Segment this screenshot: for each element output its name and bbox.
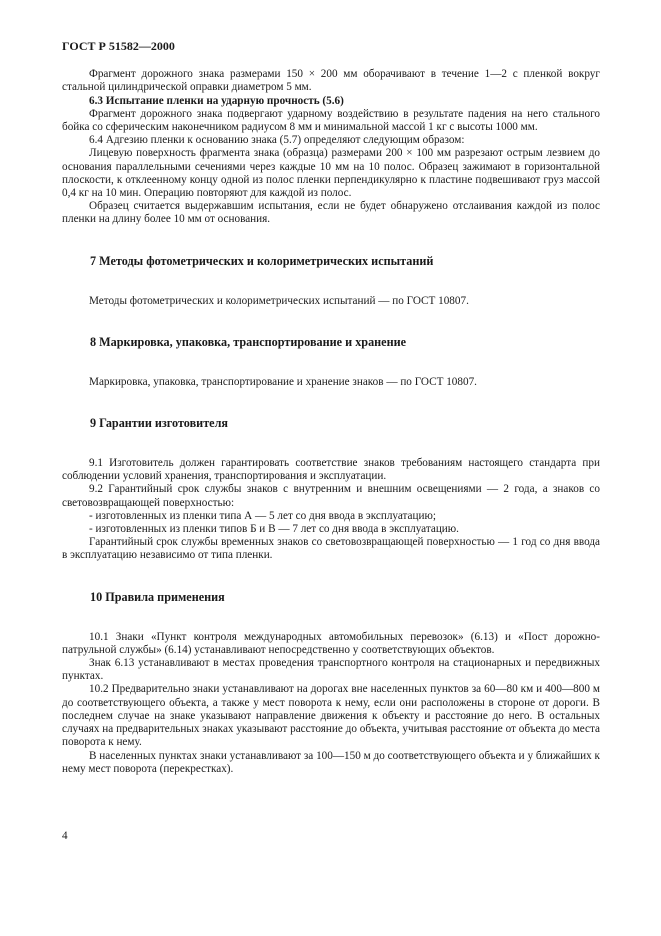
section-heading-10: 10 Правила применения: [90, 589, 225, 604]
paragraph: 9.1 Изготовитель должен гарантировать соответствие знаков требованиям настоящего стандарта при соблюдении условий хранения, транспортирования и эксплуатации.: [62, 457, 600, 483]
section-heading-7: 7 Методы фотометрических и колориметрических испытаний: [90, 253, 434, 268]
paragraph: Образец считается выдержавшим испытания, если не будет обнаружено отслаивания каждой из полос пленки на длину более 10 мм от основания.: [62, 200, 600, 226]
paragraph: Лицевую поверхность фрагмента знака (образца) размерами 200 × 100 мм разрезают острым лезвием до основания параллельными сечениями через каждые 10 мм на 10 полос. Образец зажимают в горизонтальной плоскости, к отклеенному концу одной из полос пленки перпендикулярно к пластине подвешивают груз массой 0,4 кг на 10 мин. Операцию повторяют для каждой из полос.: [62, 147, 600, 200]
paragraph: Методы фотометрических и колориметрических испытаний — по ГОСТ 10807.: [89, 294, 469, 307]
paragraph: Гарантийный срок службы временных знаков со световозвращающей поверхностью — 1 год со дня ввода в эксплуатацию независимо от типа пленки.: [62, 536, 600, 562]
section-heading-9: 9 Гарантии изготовителя: [90, 416, 229, 431]
paragraph: Фрагмент дорожного знака размерами 150 × 200 мм оборачивают в течение 1—2 с пленкой вокруг стальной цилиндрической оправки диаметром 5 мм.: [62, 68, 600, 94]
paragraph: Фрагмент дорожного знака подвергают ударному воздействию в результате падения на него стального бойка со сферическим наконечником радиусом 8 мм и минимальной массой 1 кг с высоты 1000 мм.: [62, 107, 600, 134]
list-item: - изготовленных из пленки типов Б и В — 7 лет со дня ввода в эксплуатацию.: [89, 523, 459, 536]
paragraph: 10.1 Знаки «Пункт контроля международных автомобильных перевозок» (6.13) и «Пост дорожно-патрульной службы» (6.14) устанавливают непосредственно у соответствующих объектов.: [62, 630, 600, 656]
subsection-heading-6-3: 6.3 Испытание пленки на ударную прочность (5.6): [89, 94, 344, 107]
page-content: [62, 40, 600, 776]
paragraph: 9.2 Гарантийный срок службы знаков с внутренним и внешним освещениями — 2 года, а знаков со световозвращающей поверхностью:: [62, 483, 600, 509]
paragraph: Маркировка, упаковка, транспортирование и хранение знаков — по ГОСТ 10807.: [89, 375, 477, 388]
paragraph: В населенных пунктах знаки устанавливают за 100—150 м до соответствующего объекта и у ближайших к нему мест поворота (перекрестках).: [62, 749, 600, 775]
paragraph: 10.2 Предварительно знаки устанавливают на дорогах вне населенных пунктов за 60—80 км и 400—800 м до соответствующего объекта, а также у мест поворота к нему, если они расположены в стороне от дороги. В последнем случае на знаке указывают направление движения к объекту и расстояние до него. В остальных случаях на предварительных знаках указывают расстояние до объекта, учитывая расстояние от объекта до места поворота к нему.: [62, 683, 600, 749]
document-header: ГОСТ Р 51582—2000: [62, 39, 175, 53]
list-item: - изготовленных из пленки типа А — 5 лет со дня ввода в эксплуатацию;: [89, 509, 436, 522]
paragraph: Знак 6.13 устанавливают в местах проведения транспортного контроля на стационарных и передвижных пунктах.: [62, 657, 600, 683]
page-number: 4: [62, 830, 68, 842]
paragraph: 6.4 Адгезию пленки к основанию знака (5.7) определяют следующим образом:: [89, 134, 465, 147]
section-heading-8: 8 Маркировка, упаковка, транспортирование и хранение: [90, 334, 407, 349]
